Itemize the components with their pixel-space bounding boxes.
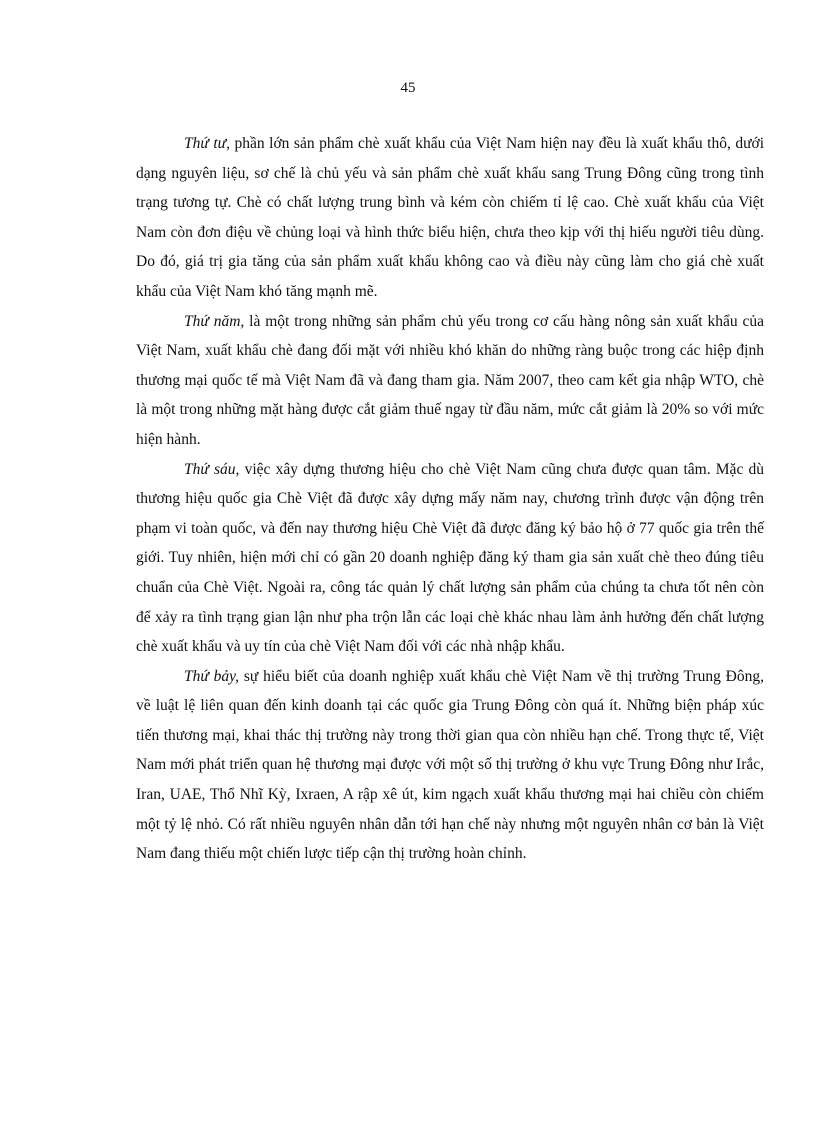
paragraph-text: việc xây dựng thương hiệu cho chè Việt Nam cũng chưa được quan tâm. Mặc dù thương hiệu quốc gia Chè Việt đã được xây dựng mấy năm nay, chương trình được vận động trên phạm vi toàn quốc, và đến nay thương hiệu Chè Việt đã được đăng ký bảo hộ ở 77 quốc gia trên thế giới. Tuy nhiên, hiện mới chỉ có gần 20 doanh nghiệp đăng ký tham gia sản xuất chè theo đúng tiêu chuẩn của Chè Việt. Ngoài ra, công tác quản lý chất lượng sản phẩm của chúng ta chưa tốt nên còn để xảy ra tình trạng gian lận như pha trộn lẫn các loại chè khác nhau làm ảnh hưởng đến chất lượng chè xuất khẩu và uy tín của chè Việt Nam đối với các nhà nhập khẩu. — [136, 460, 764, 656]
paragraph-lead: Thứ năm, — [184, 312, 245, 330]
paragraph-thu-nam — [136, 307, 764, 455]
paragraph-lead: Thứ bảy, — [184, 667, 240, 685]
paragraph-lead: Thứ tư, — [184, 135, 230, 152]
page-number: 45 — [400, 80, 416, 96]
paragraph-text: phần lớn sản phẩm chè xuất khẩu của Việt Nam hiện nay đều là xuất khẩu thô, dưới dạng nguyên liệu, sơ chế là chủ yếu và sản phẩm chè xuất khẩu sang Trung Đông cũng trong tình trạng tương tự. Chè có chất lượng trung bình và kém còn chiếm tỉ lệ cao. Chè xuất khẩu của Việt Nam còn đơn điệu về chủng loại và hình thức biểu hiện, chưa theo kịp với thị hiếu người tiêu dùng. Do đó, giá trị gia tăng của sản phẩm xuất khẩu không cao và điều này cũng làm cho giá chè xuất khẩu của Việt Nam khó tăng mạnh mẽ. — [136, 135, 764, 300]
paragraph-thu-bay — [136, 662, 764, 869]
paragraph-text: là một trong những sản phẩm chủ yếu trong cơ cấu hàng nông sản xuất khẩu của Việt Nam, xuất khẩu chè đang đối mặt với nhiều khó khăn do những ràng buộc trong các hiệp định thương mại quốc tế mà Việt Nam đã và đang tham gia. Năm 2007, theo cam kết gia nhập WTO, chè là một trong những mặt hàng được cắt giảm thuế ngay từ đầu năm, mức cắt giảm là 20% so với mức hiện hành. — [136, 312, 764, 448]
paragraph-thu-sau — [136, 455, 764, 662]
paragraph-text: sự hiểu biết của doanh nghiệp xuất khẩu chè Việt Nam về thị trường Trung Đông, về luật lệ liên quan đến kinh doanh tại các quốc gia Trung Đông còn quá ít. Những biện pháp xúc tiến thương mại, khai thác thị trường này trong thời gian qua còn nhiều hạn chế. Trong thực tế, Việt Nam mới phát triển quan hệ thương mại được với một số thị trường ở khu vực Trung Đông như Irắc, Iran, UAE, Thổ Nhĩ Kỳ, Ixraen, A rập xê út, kim ngạch xuất khẩu thương mại hai chiều còn chiếm một tỷ lệ nhỏ. Có rất nhiều nguyên nhân dẫn tới hạn chế này nhưng một nguyên nhân cơ bản là Việt Nam đang thiếu một chiến lược tiếp cận thị trường hoàn chỉnh. — [136, 667, 764, 863]
body-text — [136, 129, 764, 869]
paragraph-thu-tu — [136, 129, 764, 307]
paragraph-lead: Thứ sáu, — [184, 460, 240, 478]
